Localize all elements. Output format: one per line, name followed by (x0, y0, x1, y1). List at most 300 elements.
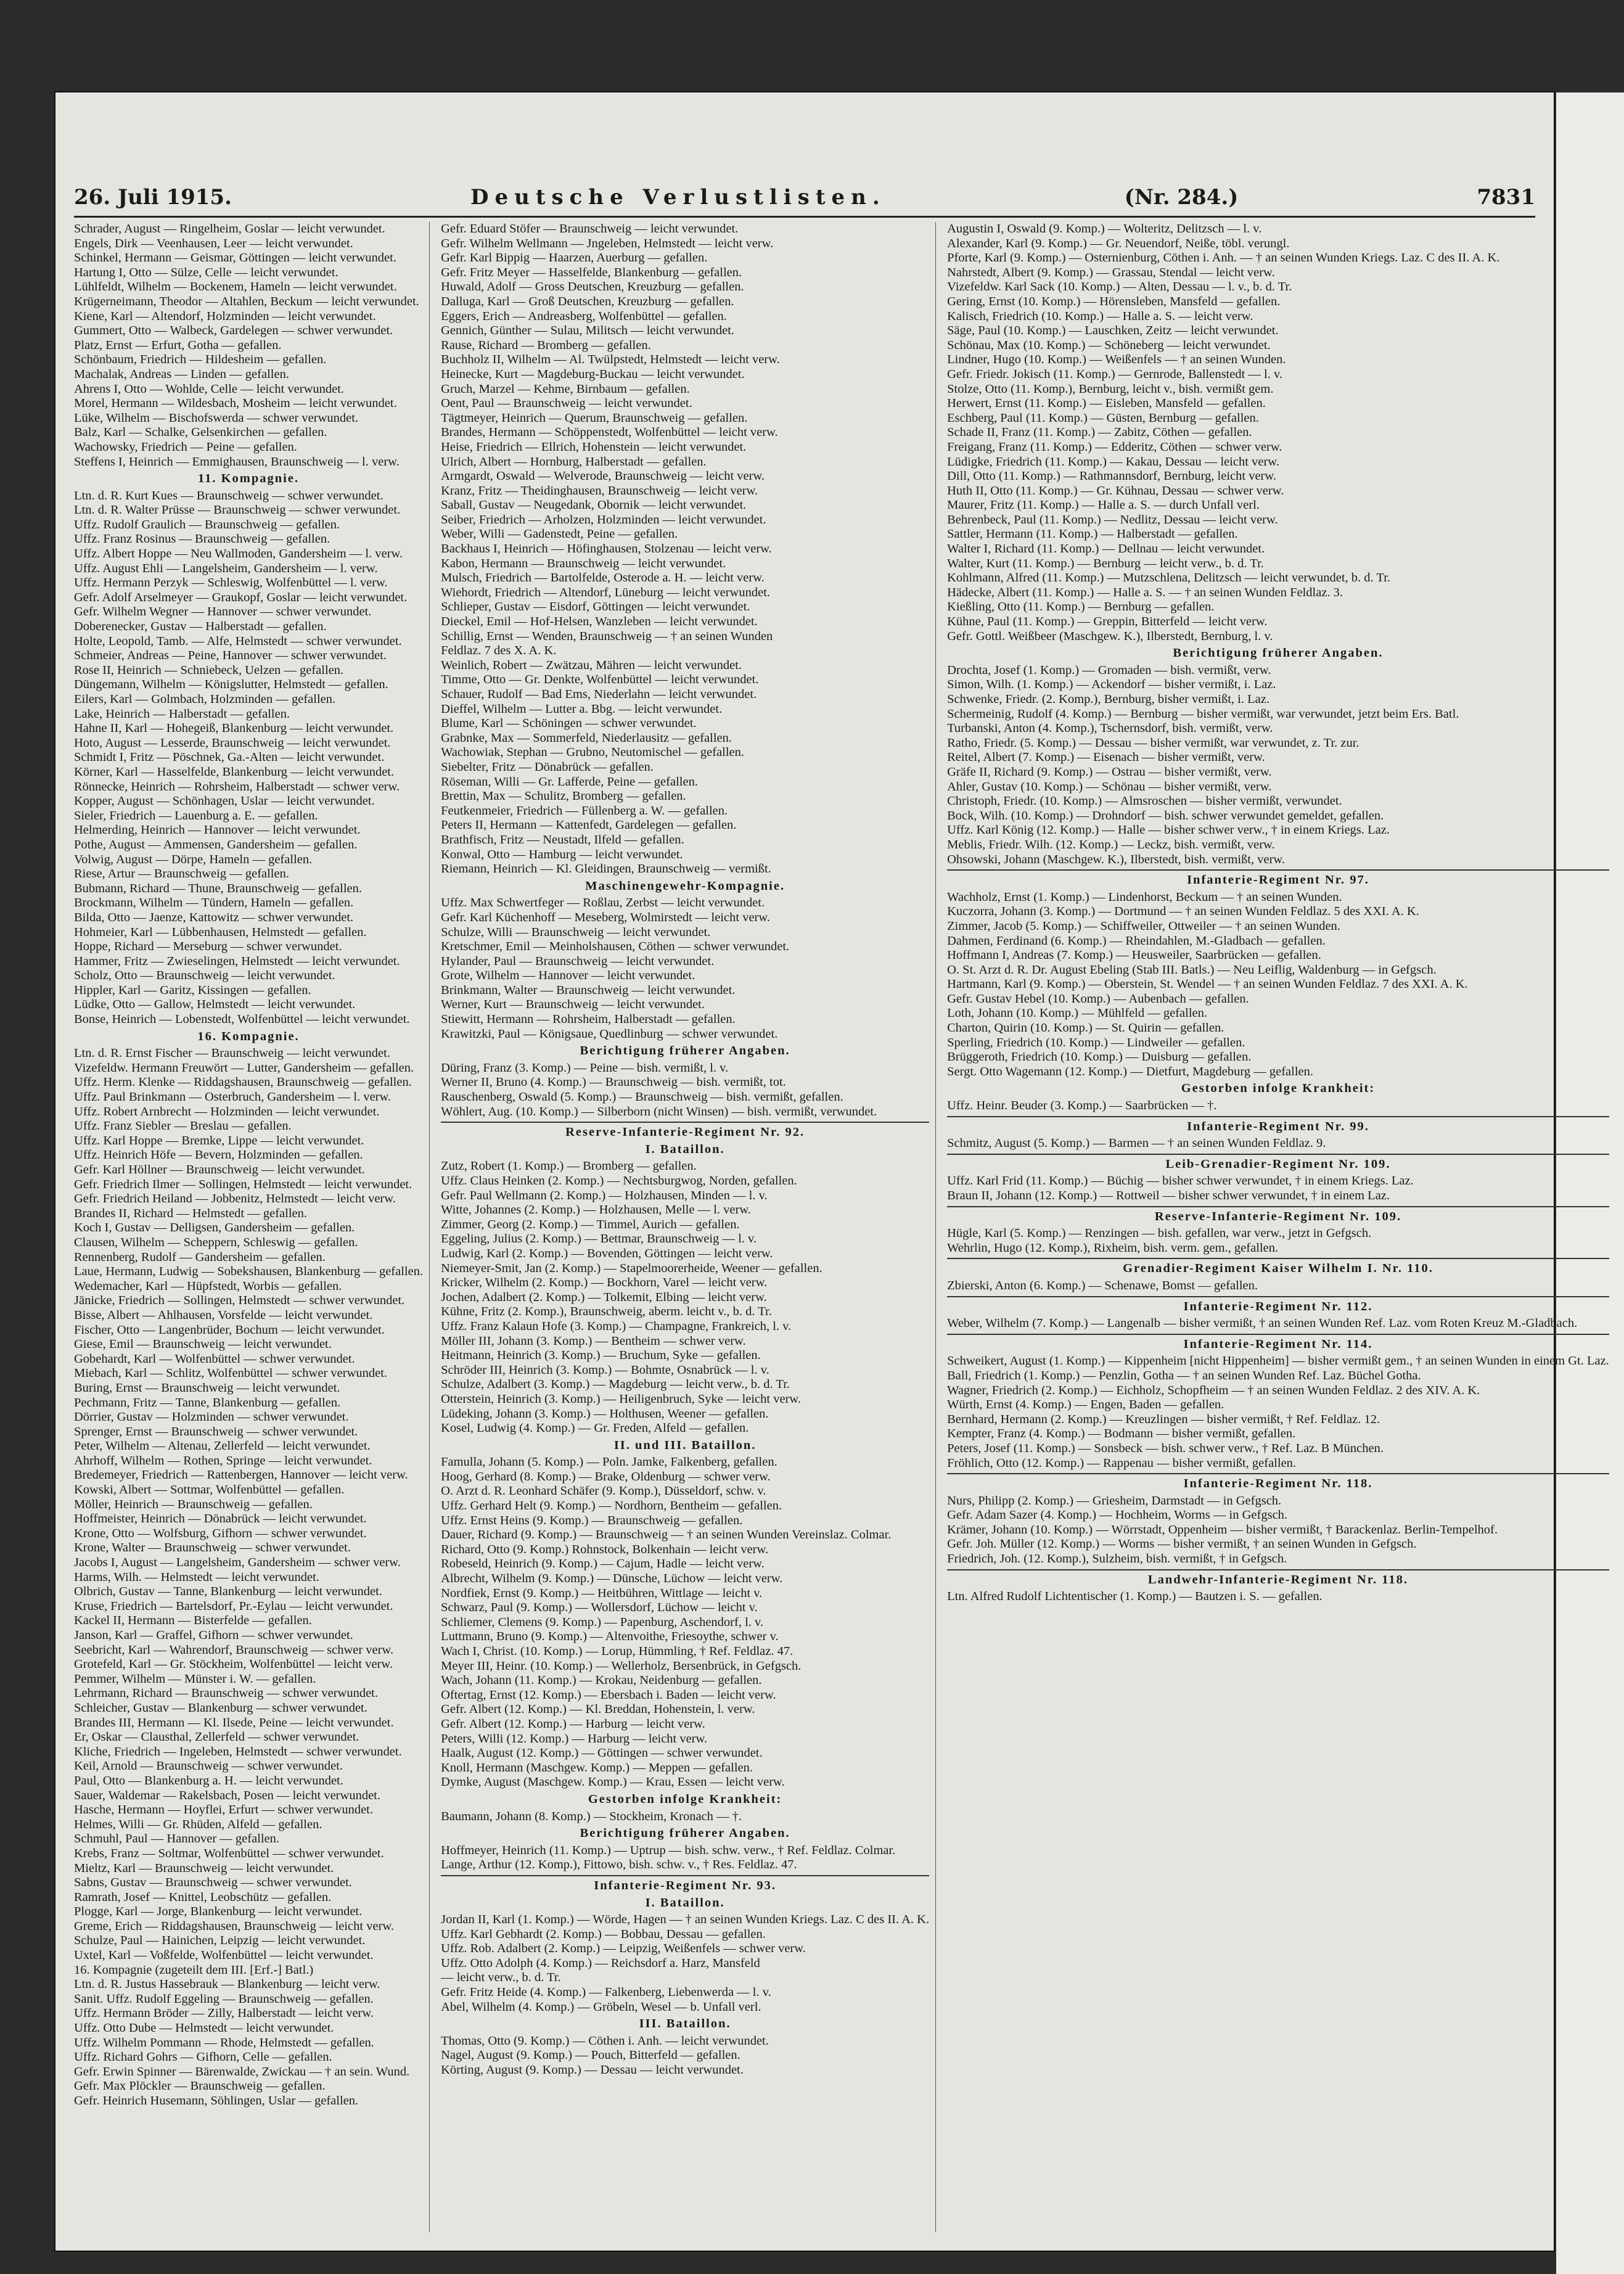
casualty-entry: Schade II, Franz (11. Komp.) — Zabitz, Cöthen — gefallen. (947, 425, 1252, 440)
casualty-entry: Helmes, Willi — Gr. Rhüden, Alfeld — gefallen. (74, 1817, 322, 1831)
casualty-entry: Kießling, Otto (11. Komp.) — Bernburg — gefallen. (947, 600, 1215, 614)
casualty-entry: Schulze, Willi — Braunschweig — leicht verwundet. (441, 925, 711, 939)
casualty-entry: Gefr. Adam Sazer (4. Komp.) — Hochheim, Worms — in Gefgsch. (947, 1508, 1288, 1522)
casualty-entry: Gefr. Karl Küchenhoff — Meseberg, Wolmirstedt — leicht verw. (441, 910, 770, 924)
casualty-entry: Charton, Quirin (10. Komp.) — St. Quirin — gefallen. (947, 1021, 1224, 1035)
casualty-entry: Düngemann, Wilhelm — Königslutter, Helmstedt — gefallen. (74, 678, 388, 692)
casualty-entry: Maurer, Fritz (11. Komp.) — Halle a. S. — durch Unfall verl. (947, 498, 1260, 512)
casualty-entry: Siebelter, Fritz — Dönabrück — gefallen. (441, 760, 654, 774)
casualty-entry: Walter I, Richard (11. Komp.) — Dellnau — leicht verwundet. (947, 542, 1265, 556)
casualty-entry: Niemeyer-Smit, Jan (2. Komp.) — Stapelmoorerheide, Weener — gefallen. (441, 1261, 822, 1275)
casualty-entry: Ramrath, Josef — Knittel, Leobschütz — gefallen. (74, 1890, 332, 1904)
section-divider (947, 1296, 1609, 1297)
casualty-entry: Tägtmeyer, Heinrich — Querum, Braunschweig — gefallen. (441, 411, 748, 425)
section-heading: Berichtigung früherer Angaben. (580, 1826, 790, 1841)
casualty-entry: Hügle, Karl (5. Komp.) — Renzingen — bish. gefallen, war verw., jetzt in Gefgsch. (947, 1226, 1372, 1241)
casualty-entry: Wach, Johann (11. Komp.) — Krokau, Neidenburg — gefallen. (441, 1673, 762, 1688)
casualty-entry: Kliche, Friedrich — Ingeleben, Helmstedt — schwer verwundet. (74, 1744, 402, 1759)
section-heading: Grenadier-Regiment Kaiser Wilhelm I. Nr. 110. (1123, 1262, 1433, 1276)
casualty-entry: Uffz. Karl Gebhardt (2. Komp.) — Bobbau, Dessau — gefallen. (441, 1927, 766, 1941)
casualty-entry: Dauer, Richard (9. Komp.) — Braunschweig — † an seinen Wunden Vereinslaz. Colmar. (441, 1528, 892, 1542)
casualty-entry: Keil, Arnold — Braunschweig — schwer verwundet. (74, 1759, 343, 1773)
casualty-entry: Ltn. d. R. Kurt Kues — Braunschweig — schwer verwundet. (74, 488, 383, 503)
casualty-entry: Kühne, Paul (11. Komp.) — Greppin, Bitterfeld — leicht verw. (947, 615, 1268, 629)
casualty-entry: Grabnke, Max — Sommerfeld, Niederlausitz — gefallen. (441, 731, 732, 745)
casualty-entry: Rose II, Heinrich — Schniebeck, Uelzen — gefallen. (74, 663, 344, 677)
casualty-entry: Janson, Karl — Graffel, Gifhorn — schwer verwundet. (74, 1628, 353, 1642)
casualty-entry: Abel, Wilhelm (4. Komp.) — Gröbeln, Wesel — b. Unfall verl. (441, 2000, 761, 2014)
casualty-entry: Richard, Otto (9. Komp.) Rohnstock, Bolkenhain — leicht verw. (441, 1542, 769, 1556)
casualty-entry: Dymke, August (Maschgew. Komp.) — Krau, Essen — leicht verw. (441, 1775, 785, 1789)
casualty-entry: Augustin I, Oswald (9. Komp.) — Wolteritz, Delitzsch — l. v. (947, 222, 1262, 236)
casualty-entry: Schmitz, August (5. Komp.) — Barmen — † an seinen Wunden Feldlaz. 9. (947, 1136, 1326, 1151)
casualty-entry: Gefr. Fritz Heide (4. Komp.) — Falkenberg, Liebenwerda — l. v. (441, 1985, 771, 2000)
casualty-entry: Friedrich, Joh. (12. Komp.), Sulzheim, bish. vermißt, † in Gefgsch. (947, 1552, 1287, 1566)
casualty-entry: Dörrier, Gustav — Holzminden — schwer verwundet. (74, 1410, 349, 1424)
casualty-entry: Witte, Johannes (2. Komp.) — Holzhausen, Melle — l. verw. (441, 1203, 751, 1217)
casualty-entry: Uffz. Albert Hoppe — Neu Wallmoden, Gandersheim — l. verw. (74, 547, 403, 561)
casualty-entry: Wiehordt, Friedrich — Altendorf, Lüneburg — leicht verwundet. (441, 585, 771, 599)
casualty-entry: Hädecke, Albert (11. Komp.) — Halle a. S. — † an seinen Wunden Feldlaz. 3. (947, 585, 1343, 599)
section-divider (947, 1206, 1609, 1207)
casualty-entry: Luttmann, Bruno (9. Komp.) — Altenvoithe, Friesoythe, schwer v. (441, 1630, 779, 1644)
section-heading: Berichtigung früherer Angaben. (1173, 646, 1384, 660)
casualty-entry: 16. Kompagnie (zugeteilt dem III. [Erf.-] Batl.) (74, 1963, 314, 1977)
section-heading: II. und III. Bataillon. (613, 1438, 757, 1452)
casualty-entry: Eggers, Erich — Andreasberg, Wolfenbüttel — gefallen. (441, 309, 727, 323)
section-divider (441, 1875, 929, 1876)
casualty-entry: Braun II, Johann (12. Komp.) — Rottweil — bisher schwer verwundet, † in einem Laz. (947, 1189, 1390, 1202)
newspaper-page (55, 92, 1609, 2251)
casualty-entry: Vizefeldw. Hermann Freuwört — Lutter, Gandersheim — gefallen. (74, 1061, 414, 1075)
casualty-entry: Gefr. Wilhelm Wegner — Hannover — schwer verwundet. (74, 605, 372, 619)
casualty-entry: Kosel, Ludwig (4. Komp.) — Gr. Freden, Alfeld — gefallen. (441, 1421, 749, 1435)
casualty-entry: Famulla, Johann (5. Komp.) — Poln. Jamke, Falkenberg, gefallen. (441, 1455, 777, 1469)
section-heading: Infanterie-Regiment Nr. 99. (1187, 1119, 1369, 1133)
casualty-entry: Pechmann, Fritz — Tanne, Blankenburg — gefallen. (74, 1395, 341, 1410)
casualty-entry: Rauschenberg, Oswald (5. Komp.) — Braunschweig — bish. vermißt, gefallen. (441, 1090, 843, 1104)
casualty-entry: Säge, Paul (10. Komp.) — Lauschken, Zeitz — leicht verwundet. (947, 324, 1279, 338)
casualty-entry: Zimmer, Georg (2. Komp.) — Timmel, Aurich — gefallen. (441, 1217, 740, 1231)
casualty-entry: Schröder III, Heinrich (3. Komp.) — Bohmte, Osnabrück — l. v. (441, 1363, 769, 1377)
casualty-entry: Rönnecke, Heinrich — Rohrsheim, Halberstadt — schwer verw. (74, 779, 400, 794)
casualty-entry: Walter, Kurt (11. Komp.) — Bernburg — leicht verw., b. d. Tr. (947, 556, 1264, 570)
casualty-entry: Pforte, Karl (9. Komp.) — Osternienburg, Cöthen i. Anh. — † an seinen Wunden Kriegs. Laz. C des II. A. K. (947, 251, 1500, 265)
casualty-entry: Wöhlert, Aug. (10. Komp.) — Silberborn (nicht Winsen) — bish. vermißt, verwundet. (441, 1104, 877, 1119)
casualty-entry: Uffz. Franz Kalaun Hofe (3. Komp.) — Champagne, Frankreich, l. v. (441, 1319, 792, 1333)
casualty-entry: Schwarz, Paul (9. Komp.) — Wollersdorf, Lüchow — leicht v. (441, 1601, 758, 1615)
casualty-entry: Wedemacher, Karl — Hüpfstedt, Worbis — gefallen. (74, 1279, 342, 1293)
casualty-entry: Hippler, Karl — Garitz, Kissingen — gefallen. (74, 983, 311, 997)
casualty-entry: Gefr. Max Plöckler — Braunschweig — gefallen. (74, 2079, 326, 2093)
casualty-entry: Möller III, Johann (3. Komp.) — Bentheim — schwer verw. (441, 1334, 746, 1348)
section-heading: Gestorben infolge Krankheit: (1181, 1082, 1376, 1096)
casualty-entry: Sanit. Uffz. Rudolf Eggeling — Braunschweig — gefallen. (74, 1992, 374, 2006)
casualty-entry: Jacobs I, August — Langelsheim, Gandersheim — schwer verw. (74, 1556, 401, 1570)
casualty-entry: Hohmeier, Karl — Lübbenhausen, Helmstedt — gefallen. (74, 925, 367, 939)
casualty-entry: Heise, Friedrich — Ellrich, Hohenstein — leicht verwundet. (441, 440, 747, 454)
section-divider (947, 1116, 1609, 1117)
casualty-entry: Loth, Johann (10. Komp.) — Mühlfeld — gefallen. (947, 1006, 1208, 1020)
casualty-entry: Uffz. Otto Dube — Helmstedt — leicht verwundet. (74, 2021, 334, 2035)
casualty-entry: Uffz. Karl König (12. Komp.) — Halle — bisher schwer verw., † in einem Kriegs. Laz. (947, 823, 1390, 837)
casualty-entry: Ratho, Friedr. (5. Komp.) — Dessau — bisher vermißt, war verwundet, z. Tr. zur. (947, 736, 1359, 750)
casualty-entry: Huth II, Otto (11. Komp.) — Gr. Kühnau, Dessau — schwer verw. (947, 483, 1284, 498)
casualty-entry: Ltn. d. R. Justus Hassebrauk — Blankenburg — leicht verw. (74, 1977, 380, 1992)
casualty-entry: Buchholz II, Wilhelm — Al. Twülpstedt, Helmstedt — leicht verw. (441, 353, 780, 367)
casualty-entry: Schwenke, Friedr. (2. Komp.), Bernburg, bisher vermißt, i. Laz. (947, 692, 1269, 706)
casualty-entry: Seiber, Friedrich — Arholzen, Holzminden — leicht verwundet. (441, 512, 766, 527)
casualty-entry: Ahrens I, Otto — Wohlde, Celle — leicht verwundet. (74, 382, 345, 396)
casualty-entry: Meblis, Friedr. Wilh. (12. Komp.) — Leckz, bish. vermißt, verw. (947, 837, 1275, 852)
section-divider (947, 1334, 1609, 1335)
casualty-entry: Werner, Kurt — Braunschweig — leicht verwundet. (441, 998, 705, 1012)
section-heading: III. Bataillon. (639, 2017, 731, 2031)
casualty-entry: Oftertag, Ernst (12. Komp.) — Ebersbach i. Baden — leicht verw. (441, 1688, 776, 1702)
casualty-entry: Ltn. d. R. Ernst Fischer — Braunschweig — leicht verwundet. (74, 1046, 390, 1061)
casualty-entry: Bernhard, Hermann (2. Komp.) — Kreuzlingen — bisher vermißt, † Ref. Feldlaz. 12. (947, 1412, 1380, 1426)
casualty-entry: Hoto, August — Lesserde, Braunschweig — leicht verwundet. (74, 736, 391, 750)
casualty-entry: Er, Oskar — Clausthal, Zellerfeld — schwer verwundet. (74, 1730, 359, 1744)
casualty-entry: Nahrstedt, Albert (9. Komp.) — Grassau, Stendal — leicht verw. (947, 265, 1275, 279)
casualty-entry: Gering, Ernst (10. Komp.) — Hörensleben, Mansfeld — gefallen. (947, 294, 1281, 308)
casualty-entry: Rennenberg, Rudolf — Gandersheim — gefallen. (74, 1250, 326, 1264)
casualty-entry: Uffz. Hermann Perzyk — Schleswig, Wolfenbüttel — l. verw. (74, 576, 388, 590)
casualty-entry: Kackel II, Hermann — Bisterfelde — gefallen. (74, 1614, 312, 1628)
casualty-entry: Huwald, Adolf — Gross Deutschen, Kreuzburg — gefallen. (441, 280, 744, 294)
casualty-entry: Wach I, Christ. (10. Komp.) — Lorup, Hümmling, † Ref. Feldlaz. 47. (441, 1644, 794, 1658)
casualty-entry: Gefr. Wilhelm Wellmann — Jngeleben, Helmstedt — leicht verw. (441, 236, 774, 250)
casualty-entry: Backhaus I, Heinrich — Höfinghausen, Stolzenau — leicht verw. (441, 542, 772, 556)
casualty-entry: Gefr. Heinrich Husemann, Söhlingen, Uslar — gefallen. (74, 2094, 359, 2108)
casualty-entry: Haalk, August (12. Komp.) — Göttingen — schwer verwundet. (441, 1746, 763, 1760)
casualty-entry: Gefr. Fritz Meyer — Hasselfelde, Blankenburg — gefallen. (441, 265, 742, 279)
casualty-entry: Lange, Arthur (12. Komp.), Fittowo, bish. schw. v., † Res. Feldlaz. 47. (441, 1858, 797, 1872)
casualty-entry: Balz, Karl — Schalke, Gelsenkirchen — gefallen. (74, 425, 327, 440)
casualty-entry: Lüdeking, Johann (3. Komp.) — Holthusen, Weener — gefallen. (441, 1406, 769, 1421)
casualty-entry: Wachholz, Ernst (1. Komp.) — Lindenhorst, Beckum — † an seinen Wunden. (947, 890, 1342, 904)
casualty-entry: Schrader, August — Ringelheim, Goslar — leicht verwundet. (74, 222, 385, 236)
casualty-entry: Uffz. Rudolf Graulich — Braunschweig — gefallen. (74, 517, 340, 532)
casualty-entry: Uffz. Franz Siebler — Breslau — gefallen. (74, 1119, 292, 1133)
casualty-entry: Alexander, Karl (9. Komp.) — Gr. Neuendorf, Neiße, töbl. verungl. (947, 236, 1290, 250)
casualty-entry: Sabns, Gustav — Braunschweig — schwer verwundet. (74, 1876, 352, 1890)
casualty-entry: Giese, Emil — Braunschweig — leicht verwundet. (74, 1337, 332, 1352)
casualty-entry: Riemann, Heinrich — Kl. Gleidingen, Braunschweig — vermißt. (441, 862, 771, 876)
casualty-entry: Harms, Wilh. — Helmstedt — leicht verwundet. (74, 1570, 319, 1584)
section-heading: Reserve-Infanterie-Regiment Nr. 109. (1154, 1209, 1402, 1223)
column-right (947, 222, 1615, 2232)
casualty-entry: Uffz. Paul Brinkmann — Osterbruch, Gandersheim — l. verw. (74, 1090, 392, 1104)
casualty-entry: Pothe, August — Ammensen, Gandersheim — gefallen. (74, 837, 358, 852)
casualty-entry: Uffz. Wilhelm Pommann — Rhode, Helmstedt — gefallen. (74, 2035, 374, 2050)
casualty-entry: Uffz. Robert Arnbrecht — Holzminden — leicht verwundet. (74, 1104, 380, 1119)
casualty-entry: Uffz. August Ehli — Langelsheim, Gandersheim — l. verw. (74, 561, 378, 575)
casualty-entry: Wachowsky, Friedrich — Peine — gefallen. (74, 440, 297, 454)
casualty-entry: Peters, Josef (11. Komp.) — Sonsbeck — bish. schwer verw., † Ref. Laz. B München. (947, 1441, 1384, 1455)
casualty-entry: Schinkel, Hermann — Geismar, Göttingen — leicht verwundet. (74, 251, 396, 265)
casualty-entry: Bisse, Albert — Ahlhausen, Vorsfelde — leicht verwundet. (74, 1308, 373, 1322)
casualty-entry: Kowski, Albert — Sottmar, Wolfenbüttel — gefallen. (74, 1483, 345, 1497)
casualty-entry: Schulze, Paul — Hainichen, Leipzig — leicht verwundet. (74, 1934, 366, 1948)
casualty-entry: Schauer, Rudolf — Bad Ems, Niederlahn — leicht verwundet. (441, 688, 757, 701)
casualty-entry: Brandes III, Hermann — Kl. Ilsede, Peine — leicht verwundet. (74, 1715, 394, 1730)
casualty-entry: Uffz. Claus Heinken (2. Komp.) — Nechtsburgwog, Norden, gefallen. (441, 1174, 797, 1188)
section-heading: Reserve-Infanterie-Regiment Nr. 92. (565, 1125, 805, 1139)
casualty-entry: Peter, Wilhelm — Altenau, Zellerfeld — leicht verwundet. (74, 1439, 371, 1453)
section-heading: Berichtigung früherer Angaben. (580, 1044, 790, 1058)
casualty-entry: Holte, Leopold, Tamb. — Alfe, Helmstedt — schwer verwundet. (74, 634, 402, 648)
casualty-entry: Bock, Wilh. (10. Komp.) — Drohndorf — bish. schwer verwundet gemeldet, gefallen. (947, 808, 1384, 823)
casualty-entry: Machalak, Andreas — Linden — gefallen. (74, 367, 289, 381)
section-heading: Infanterie-Regiment Nr. 93. (594, 1878, 776, 1892)
casualty-entry: Gefr. Karl Höllner — Braunschweig — leicht verwundet. (74, 1163, 365, 1176)
casualty-entry: Krügerneimann, Theodor — Altahlen, Beckum — leicht verwundet. (74, 294, 419, 308)
columns (74, 222, 1609, 2232)
casualty-entry: Uffz. Otto Adolph (4. Komp.) — Reichsdorf a. Harz, Mansfeld (441, 1956, 760, 1970)
casualty-entry: Thomas, Otto (9. Komp.) — Cöthen i. Anh. — leicht verwundet. (441, 2034, 769, 2048)
casualty-entry: Mieltz, Karl — Braunschweig — leicht verwundet. (74, 1861, 334, 1875)
casualty-entry: Armgardt, Oswald — Welverode, Braunschweig — leicht verw. (441, 469, 765, 483)
casualty-entry: Hahne II, Karl — Hohegeiß, Blankenburg — leicht verwundet. (74, 721, 394, 736)
casualty-entry: Uffz. Franz Rosinus — Braunschweig — gefallen. (74, 532, 330, 546)
casualty-entry: Sieler, Friedrich — Lauenburg a. E. — gefallen. (74, 808, 318, 823)
casualty-entry: Körting, August (9. Komp.) — Dessau — leicht verwundet. (441, 2063, 744, 2077)
casualty-entry: Sergt. Otto Wagemann (12. Komp.) — Dietfurt, Magdeburg — gefallen. (947, 1064, 1313, 1078)
casualty-entry: Hoppe, Richard — Merseburg — schwer verwundet. (74, 940, 342, 954)
casualty-entry: Gefr. Adolf Arselmeyer — Graukopf, Goslar — leicht verwundet. (74, 590, 408, 604)
casualty-entry: Schulze, Adalbert (3. Komp.) — Magdeburg — leicht verw., b. d. Tr. (441, 1377, 790, 1392)
casualty-entry: Krone, Otto — Wolfsburg, Gifhorn — schwer verwundet. (74, 1526, 367, 1540)
casualty-entry: Plogge, Karl — Jorge, Blankenburg — leicht verwundet. (74, 1905, 363, 1919)
casualty-entry: Lüdke, Otto — Gallow, Helmstedt — leicht verwundet. (74, 998, 356, 1012)
casualty-entry: Gefr. Gottl. Weißbeer (Maschgew. K.), Ilberstedt, Bernburg, l. v. (947, 629, 1273, 643)
casualty-entry: Düring, Franz (3. Komp.) — Peine — bish. vermißt, l. v. (441, 1061, 729, 1075)
casualty-entry: Brockmann, Wilhelm — Tündern, Hameln — gefallen. (74, 896, 354, 910)
section-heading: Leib-Grenadier-Regiment Nr. 109. (1165, 1157, 1391, 1171)
casualty-entry: Gefr. Friedr. Jokisch (11. Komp.) — Gernrode, Ballenstedt — l. v. (947, 367, 1283, 381)
casualty-entry: Dalluga, Karl — Groß Deutschen, Kreuzburg — gefallen. (441, 294, 734, 308)
casualty-entry: Steffens I, Heinrich — Emmighausen, Braunschweig — l. verw. (74, 454, 400, 469)
casualty-entry: Gefr. Karl Bippig — Haarzen, Auerburg — gefallen. (441, 251, 708, 265)
casualty-entry: Werner II, Bruno (4. Komp.) — Braunschweig — bish. vermißt, tot. (441, 1075, 786, 1090)
casualty-entry: Schmidt I, Fritz — Pöschnek, Ga.-Alten — leicht verwundet. (74, 750, 385, 765)
casualty-entry: Robeseld, Heinrich (9. Komp.) — Cajum, Hadle — leicht verw. (441, 1557, 765, 1571)
casualty-entry: Schmeier, Andreas — Peine, Hannover — schwer verwundet. (74, 649, 387, 663)
casualty-entry: Würth, Ernst (4. Komp.) — Engen, Baden — gefallen. (947, 1398, 1224, 1412)
casualty-entry: Kiene, Karl — Altendorf, Holzminden — leicht verwundet. (74, 309, 376, 323)
casualty-entry: Gummert, Otto — Walbeck, Gardelegen — schwer verwundet. (74, 324, 393, 338)
casualty-entry: Eschberg, Paul (11. Komp.) — Güsten, Bernburg — gefallen. (947, 411, 1259, 425)
section-divider (947, 1258, 1609, 1259)
casualty-entry: Kopper, August — Schönhagen, Uslar — leicht verwundet. (74, 794, 375, 808)
casualty-entry: Kuczorra, Johann (3. Komp.) — Dortmund — † an seinen Wunden Feldlaz. 5 des XXI. A. K. (947, 905, 1419, 919)
section-heading: Infanterie-Regiment Nr. 112. (1183, 1299, 1373, 1313)
casualty-entry: Jordan II, Karl (1. Komp.) — Wörde, Hagen — † an seinen Wunden Kriegs. Laz. C des II. A. K. (441, 1913, 930, 1927)
casualty-entry: Ludwig, Karl (2. Komp.) — Bovenden, Göttingen — leicht verw. (441, 1246, 773, 1260)
casualty-entry: Blume, Karl — Schöningen — schwer verwundet. (441, 716, 697, 731)
casualty-entry: Schönau, Max (10. Komp.) — Schöneberg — leicht verwundet. (947, 338, 1271, 352)
section-divider (441, 1122, 929, 1123)
casualty-entry: Uffz. Herm. Klenke — Riddagshausen, Braunschweig — gefallen. (74, 1075, 412, 1090)
casualty-entry: Gefr. Friedrich Ilmer — Sollingen, Helmstedt — leicht verwundet. (74, 1177, 412, 1191)
casualty-entry: Lake, Heinrich — Halberstadt — gefallen. (74, 707, 290, 721)
section-heading: Infanterie-Regiment Nr. 97. (1187, 873, 1369, 887)
casualty-entry: Gefr. Gustav Hebel (10. Komp.) — Aubenbach — gefallen. (947, 991, 1249, 1006)
casualty-entry: Brandes, Hermann — Schöppenstedt, Wolfenbüttel — leicht verw. (441, 425, 778, 440)
casualty-entry: Morel, Hermann — Wildesbach, Mosheim — leicht verwundet. (74, 396, 397, 411)
casualty-entry: Greme, Erich — Riddagshausen, Braunschweig — leicht verw. (74, 1919, 394, 1933)
casualty-entry: Behrenbeck, Paul (11. Komp.) — Nedlitz, Dessau — leicht verw. (947, 512, 1278, 527)
casualty-entry: Kabon, Hermann — Braunschweig — leicht verwundet. (441, 556, 726, 570)
casualty-entry: Uffz. Rob. Adalbert (2. Komp.) — Leipzig, Weißenfels — schwer verw. (441, 1942, 806, 1956)
casualty-entry: Platz, Ernst — Erfurt, Gotha — gefallen. (74, 338, 282, 352)
casualty-entry: Otterstein, Heinrich (3. Komp.) — Heiligenbruch, Syke — leicht verw. (441, 1392, 802, 1406)
casualty-entry: Schermeinig, Rudolf (4. Komp.) — Bernburg — bisher vermißt, war verwundet, jetzt beim Ers. Batl. (947, 707, 1459, 721)
header-page-number: 7831 (1477, 185, 1535, 210)
casualty-entry: Peters II, Hermann — Kattenfedt, Gardelegen — gefallen. (441, 818, 737, 832)
casualty-entry: Gefr. Paul Wellmann (2. Komp.) — Holzhausen, Minden — l. v. (441, 1188, 768, 1202)
casualty-entry: Krebs, Franz — Soltmar, Wolfenbüttel — schwer verwundet. (74, 1846, 384, 1860)
casualty-entry: Nurs, Philipp (2. Komp.) — Griesheim, Darmstadt — in Gefgsch. (947, 1493, 1282, 1508)
casualty-entry: Heinecke, Kurt — Magdeburg-Buckau — leicht verwundet. (441, 367, 745, 381)
casualty-entry: Saball, Gustav — Neugedank, Obornik — leicht verwundet. (441, 498, 747, 512)
casualty-entry: Sauer, Waldemar — Rakelsbach, Posen — leicht verwundet. (74, 1788, 380, 1802)
casualty-entry: Brettin, Max — Schulitz, Bromberg — gefallen. (441, 789, 686, 803)
casualty-entry: Uffz. Karl Frid (11. Komp.) — Büchig — bisher schwer verwundet, † in einem Kriegs. Laz. (947, 1174, 1414, 1188)
casualty-entry: Volwig, August — Dörpe, Hameln — gefallen. (74, 852, 313, 866)
casualty-entry: Nagel, August (9. Komp.) — Pouch, Bitterfeld — gefallen. (441, 2048, 740, 2063)
casualty-entry: Uffz. Ernst Heins (9. Komp.) — Braunschweig — gefallen. (441, 1513, 743, 1527)
casualty-entry: Albrecht, Wilhelm (9. Komp.) — Dünsche, Lüchow — leicht verw. (441, 1572, 783, 1586)
casualty-entry: Jochen, Adalbert (2. Komp.) — Tolkemit, Elbing — leicht verw. (441, 1290, 767, 1304)
casualty-entry: Sattler, Hermann (11. Komp.) — Halberstadt — gefallen. (947, 527, 1238, 541)
casualty-entry: Ahler, Gustav (10. Komp.) — Schönau — bisher vermißt, verw. (947, 779, 1272, 794)
section-divider (947, 1569, 1609, 1570)
casualty-entry: Hammer, Fritz — Zwieselingen, Helmstedt — leicht verwundet. (74, 954, 400, 968)
casualty-entry: Heitmann, Heinrich (3. Komp.) — Bruchum, Syke — gefallen. (441, 1348, 761, 1363)
casualty-entry: Miebach, Karl — Schlitz, Wolfenbüttel — schwer verwundet. (74, 1366, 388, 1381)
casualty-entry: Scholz, Otto — Braunschweig — leicht verwundet. (74, 969, 335, 983)
casualty-entry: Bubmann, Richard — Thune, Braunschweig — gefallen. (74, 881, 363, 895)
casualty-entry: Christoph, Friedr. (10. Komp.) — Almsroschen — bisher vermißt, verwundet. (947, 794, 1342, 808)
casualty-entry: Uffz. Karl Hoppe — Bremke, Lippe — leicht verwundet. (74, 1133, 364, 1147)
casualty-entry: Hartmann, Karl (9. Komp.) — Oberstein, St. Wendel — † an seinen Wunden Feldlaz. 7 des XXI. A. K. (947, 977, 1468, 991)
casualty-entry: Brathfisch, Fritz — Neustadt, Ilfeld — gefallen. (441, 832, 684, 847)
casualty-entry: Körner, Karl — Hasselfelde, Blankenburg — leicht verwundet. (74, 765, 395, 779)
casualty-entry: Uffz. Richard Gohrs — Gifhorn, Celle — gefallen. (74, 2050, 332, 2064)
casualty-entry: Schliemer, Clemens (9. Komp.) — Papenburg, Aschendorf, l. v. (441, 1615, 764, 1629)
casualty-entry: Gefr. Erwin Spinner — Bärenwalde, Zwickau — † an sein. Wund. (74, 2064, 410, 2079)
casualty-entry: Fröhlich, Otto (12. Komp.) — Rappenau — bisher vermißt, gefallen. (947, 1456, 1297, 1470)
section-divider (947, 1154, 1609, 1155)
casualty-entry: Schleicher, Gustav — Blankenburg — schwer verwundet. (74, 1701, 367, 1715)
casualty-entry: Vizefeldw. Karl Sack (10. Komp.) — Alten, Dessau — l. v., b. d. Tr. (947, 280, 1292, 294)
casualty-entry: Kohlmann, Alfred (11. Komp.) — Mutzschlena, Delitzsch — leicht verwundet, b. d. Tr. (947, 571, 1391, 585)
casualty-entry: Sperling, Friedrich (10. Komp.) — Lindweiler — gefallen. (947, 1035, 1245, 1049)
casualty-entry: Hasche, Hermann — Hoyflei, Erfurt — schwer verwundet. (74, 1803, 374, 1817)
casualty-entry: O. Arzt d. R. Leonhard Schäfer (9. Komp.), Düsseldorf, schw. v. (441, 1484, 766, 1498)
casualty-entry: Timme, Otto — Gr. Denkte, Wolfenbüttel — leicht verwundet. (441, 673, 759, 687)
casualty-entry: Dieffel, Wilhelm — Lutter a. Bbg. — leicht verwundet. (441, 702, 723, 716)
section-heading: Gestorben infolge Krankheit: (588, 1792, 782, 1806)
casualty-entry: Weinlich, Robert — Zwätzau, Mähren — leicht verwundet. (441, 658, 742, 672)
casualty-entry: Doberenecker, Gustav — Halberstadt — gefallen. (74, 620, 327, 634)
casualty-entry: Schlieper, Gustav — Eisdorf, Göttingen — leicht verwundet. (441, 600, 750, 614)
casualty-entry: Krämer, Johann (10. Komp.) — Wörrstadt, Oppenheim — bisher vermißt, † Barackenlaz. Berlin-Tempelhof. (947, 1522, 1498, 1537)
casualty-entry: Dieckel, Emil — Hof-Helsen, Wanzleben — leicht verwundet. (441, 615, 758, 629)
casualty-entry: Mulsch, Friedrich — Bartolfelde, Osterode a. H. — leicht verw. (441, 571, 765, 585)
casualty-entry: Fischer, Otto — Langenbrüder, Bochum — leicht verwundet. (74, 1323, 385, 1337)
section-heading: Landwehr-Infanterie-Regiment Nr. 118. (1147, 1572, 1409, 1586)
casualty-entry: Gräfe II, Richard (9. Komp.) — Ostrau — bisher vermißt, verw. (947, 765, 1272, 779)
casualty-entry: Uffz. Max Schwertfeger — Roßlau, Zerbst — leicht verwundet. (441, 896, 765, 910)
casualty-entry: Kranz, Fritz — Theidinghausen, Braunschweig — leicht verw. (441, 483, 758, 498)
casualty-entry: Drochta, Josef (1. Komp.) — Gromaden — bish. vermißt, verw. (947, 663, 1271, 677)
casualty-entry: Grotefeld, Karl — Gr. Stöckheim, Wolfenbüttel — leicht verw. (74, 1657, 393, 1672)
casualty-entry: Ahrhoff, Wilhelm — Rothen, Springe — leicht verwundet. (74, 1453, 372, 1467)
section-divider (947, 1473, 1609, 1474)
casualty-entry: Ulrich, Albert — Hornburg, Halberstadt — gefallen. (441, 454, 707, 469)
casualty-entry: Knoll, Hermann (Maschgew. Komp.) — Meppen — gefallen. (441, 1760, 753, 1775)
casualty-entry: Gennich, Günther — Sulau, Militsch — leicht verwundet. (441, 324, 735, 338)
casualty-entry: Jänicke, Friedrich — Sollingen, Helmstedt — schwer verwundet. (74, 1294, 405, 1308)
casualty-entry: Grote, Wilhelm — Hannover — leicht verwundet. (441, 969, 695, 983)
casualty-entry: Buring, Ernst — Braunschweig — leicht verwundet. (74, 1381, 340, 1395)
header-date: 26. Juli 1915. (74, 185, 232, 210)
casualty-entry: Brüggeroth, Friedrich (10. Komp.) — Duisburg — gefallen. (947, 1050, 1252, 1064)
section-heading: Maschinengewehr-Kompagnie. (585, 879, 785, 893)
casualty-entry: Wachowiak, Stephan — Grubno, Neutomischel — gefallen. (441, 745, 745, 760)
casualty-entry: Wagner, Friedrich (2. Komp.) — Eichholz, Schopfheim — † an seinen Wunden Feldlaz. 2 des XIV. A. K. (947, 1383, 1480, 1397)
section-heading: I. Bataillon. (645, 1142, 725, 1156)
casualty-entry: Herwert, Ernst (11. Komp.) — Eisleben, Mansfeld — gefallen. (947, 396, 1266, 411)
casualty-entry: Weber, Wilhelm (7. Komp.) — Langenalb — bisher vermißt, † an seinen Wunden Ref. Laz. vom Roten Kreuz M.-Gladbach. (947, 1316, 1578, 1331)
casualty-entry: Brandes II, Richard — Helmstedt — gefallen. (74, 1206, 307, 1220)
casualty-entry: Schweikert, August (1. Komp.) — Kippenheim [nicht Hippenheim] — bisher vermißt gem., † an seinen Wunden in einem Gt. Laz. (947, 1354, 1609, 1368)
casualty-entry: Oent, Paul — Braunschweig — leicht verwundet. (441, 396, 692, 411)
casualty-entry: Zimmer, Jacob (5. Komp.) — Schiffweiler, Ottweiler — † an seinen Wunden. (947, 919, 1340, 933)
casualty-entry: Zbierski, Anton (6. Komp.) — Schenawe, Bomst — gefallen. (947, 1278, 1258, 1292)
casualty-entry: Lüke, Wilhelm — Bischofswerda — schwer verwundet. (74, 411, 359, 425)
page-header (74, 179, 1535, 216)
casualty-entry: Paul, Otto — Blankenburg a. H. — leicht verwundet. (74, 1773, 343, 1788)
casualty-entry: Uffz. Heinr. Beuder (3. Komp.) — Saarbrücken — †. (947, 1099, 1217, 1113)
casualty-entry: Hoog, Gerhard (8. Komp.) — Brake, Oldenburg — schwer verw. (441, 1469, 771, 1484)
casualty-entry: Röseman, Willi — Gr. Lafferde, Peine — gefallen. (441, 774, 698, 789)
section-divider (947, 869, 1609, 871)
casualty-entry: Hoffmann I, Andreas (7. Komp.) — Heusweiler, Saarbrücken — gefallen. (947, 948, 1321, 963)
casualty-entry: Gefr. Eduard Stöfer — Braunschweig — leicht verwundet. (441, 222, 739, 236)
section-heading: Infanterie-Regiment Nr. 114. (1183, 1337, 1373, 1351)
casualty-entry: Bonse, Heinrich — Lobenstedt, Wolfenbüttel — leicht verwundet. (74, 1012, 410, 1027)
casualty-entry: Kricker, Wilhelm (2. Komp.) — Bockhorn, Varel — leicht verw. (441, 1276, 768, 1290)
casualty-entry: Pemmer, Wilhelm — Münster i. W. — gefallen. (74, 1672, 316, 1686)
casualty-entry: Bilda, Otto — Jaenze, Kattowitz — schwer verwundet. (74, 910, 354, 924)
casualty-entry: Möller, Heinrich — Braunschweig — gefallen. (74, 1497, 313, 1511)
casualty-entry: Lehrmann, Richard — Braunschweig — schwer verwundet. (74, 1686, 378, 1701)
section-heading: I. Bataillon. (645, 1895, 725, 1910)
casualty-entry: Konwal, Otto — Hamburg — leicht verwundet. (441, 847, 683, 861)
casualty-entry: Freigang, Franz (11. Komp.) — Edderitz, Cöthen — schwer verw. (947, 440, 1282, 454)
casualty-entry: Kruse, Friedrich — Bartelsdorf, Pr.-Eylau — leicht verwundet. (74, 1599, 393, 1613)
casualty-entry: Gefr. Albert (12. Komp.) — Harburg — leicht verw. (441, 1717, 705, 1731)
header-title: Deutsche Verlustlisten. (470, 185, 886, 210)
casualty-entry: Hartung I, Otto — Sülze, Celle — leicht verwundet. (74, 265, 338, 279)
casualty-entry: Kalisch, Friedrich (10. Komp.) — Halle a. S. — leicht verw. (947, 309, 1253, 323)
column-middle (441, 222, 936, 2232)
casualty-entry: O. St. Arzt d. R. Dr. August Ebeling (Stab III. Batls.) — Neu Leiflig, Waldenburg — in Gefgsch. (947, 963, 1437, 977)
